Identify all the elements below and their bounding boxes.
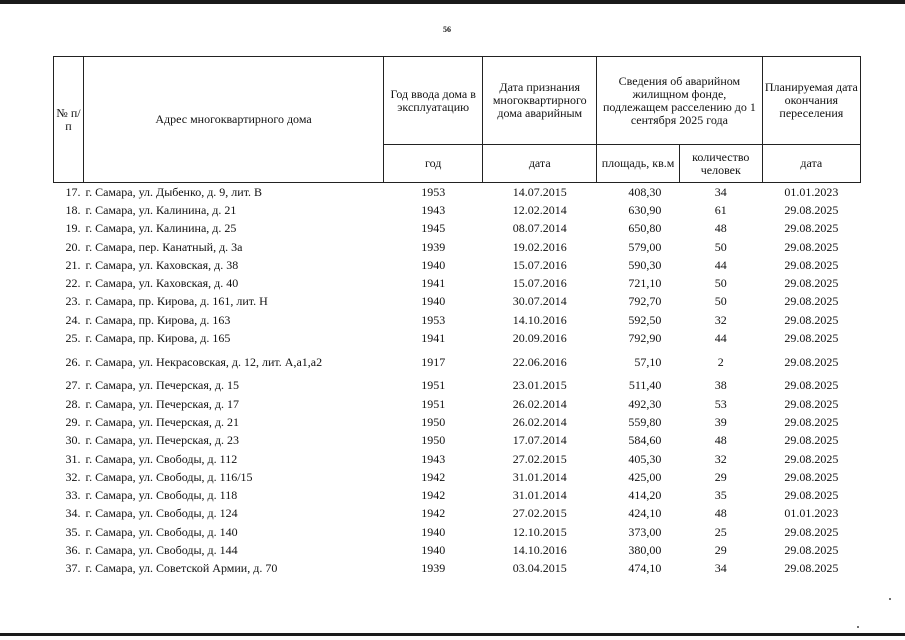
row-address: г. Самара, ул. Калинина, д. 21 bbox=[85, 202, 237, 217]
row-end-date: 29.08.2025 bbox=[784, 202, 839, 217]
row-year: 1940 bbox=[421, 542, 446, 557]
row-number: 20. bbox=[65, 239, 81, 254]
table-header bbox=[54, 57, 861, 183]
header-planned-end: Планируемая дата окончания переселения bbox=[762, 57, 860, 145]
row-end-date: 29.08.2025 bbox=[784, 294, 839, 309]
row-year: 1953 bbox=[421, 184, 446, 199]
resettlement-table bbox=[53, 56, 861, 578]
row-emergency-date: 30.07.2014 bbox=[512, 294, 567, 309]
row-year: 1940 bbox=[421, 524, 446, 539]
row-end-date: 29.08.2025 bbox=[784, 354, 839, 369]
row-people: 2 bbox=[717, 354, 724, 369]
row-people: 32 bbox=[714, 451, 727, 466]
row-people: 53 bbox=[714, 396, 727, 411]
row-people: 29 bbox=[714, 469, 727, 484]
row-area: 792,70 bbox=[628, 294, 662, 309]
table-row bbox=[54, 505, 861, 523]
row-people: 32 bbox=[714, 312, 727, 327]
row-area: 650,80 bbox=[628, 221, 662, 236]
row-number: 21. bbox=[65, 257, 81, 272]
row-people: 25 bbox=[714, 524, 727, 539]
header-address: Адрес многоквартирного дома bbox=[84, 57, 384, 183]
row-end-date: 29.08.2025 bbox=[784, 414, 839, 429]
row-end-date: 29.08.2025 bbox=[784, 488, 839, 503]
row-end-date: 29.08.2025 bbox=[784, 524, 839, 539]
row-address: г. Самара, пер. Канатный, д. 3а bbox=[85, 239, 243, 254]
row-area: 414,20 bbox=[628, 488, 662, 503]
row-year: 1951 bbox=[421, 396, 446, 411]
row-year: 1941 bbox=[421, 276, 446, 291]
row-people: 35 bbox=[714, 488, 727, 503]
row-number: 18. bbox=[65, 202, 81, 217]
row-year: 1951 bbox=[421, 378, 446, 393]
row-area: 511,40 bbox=[628, 378, 662, 393]
row-address: г. Самара, ул. Каховская, д. 38 bbox=[85, 257, 239, 272]
row-people: 34 bbox=[714, 561, 727, 576]
row-emergency-date: 14.10.2016 bbox=[512, 542, 567, 557]
row-emergency-date: 14.10.2016 bbox=[512, 312, 567, 327]
row-area: 590,30 bbox=[628, 257, 662, 272]
scan-speck bbox=[889, 598, 891, 600]
row-address: г. Самара, ул. Свободы, д. 124 bbox=[85, 506, 238, 521]
row-emergency-date: 20.09.2016 bbox=[512, 331, 567, 346]
row-end-date: 29.08.2025 bbox=[784, 396, 839, 411]
subheader-end-date: дата bbox=[762, 145, 860, 183]
row-number: 34. bbox=[65, 506, 81, 521]
row-people: 39 bbox=[714, 414, 727, 429]
row-number: 30. bbox=[65, 433, 81, 448]
row-number: 23. bbox=[65, 294, 81, 309]
row-emergency-date: 03.04.2015 bbox=[512, 561, 567, 576]
row-year: 1942 bbox=[421, 488, 446, 503]
row-people: 50 bbox=[714, 239, 727, 254]
table-row bbox=[54, 377, 861, 395]
row-address: г. Самара, ул. Некрасовская, д. 12, лит. А,а1,а2 bbox=[85, 354, 323, 369]
row-end-date: 29.08.2025 bbox=[784, 312, 839, 327]
row-address: г. Самара, ул. Советской Армии, д. 70 bbox=[85, 561, 278, 576]
row-emergency-date: 15.07.2016 bbox=[512, 276, 567, 291]
row-address: г. Самара, ул. Печерская, д. 15 bbox=[85, 378, 240, 393]
row-end-date: 29.08.2025 bbox=[784, 378, 839, 393]
table-row bbox=[54, 220, 861, 238]
row-emergency-date: 12.10.2015 bbox=[512, 524, 567, 539]
row-year: 1917 bbox=[421, 354, 446, 369]
row-address: г. Самара, ул. Печерская, д. 23 bbox=[85, 433, 240, 448]
table-row bbox=[54, 432, 861, 450]
row-people: 48 bbox=[714, 221, 727, 236]
header-year: Год ввода дома в эксплуатацию bbox=[384, 57, 483, 145]
table-row bbox=[54, 238, 861, 256]
row-emergency-date: 14.07.2015 bbox=[512, 184, 567, 199]
page-number: 56 bbox=[443, 25, 451, 34]
row-address: г. Самара, ул. Свободы, д. 116/15 bbox=[85, 469, 253, 484]
row-emergency-date: 19.02.2016 bbox=[512, 239, 567, 254]
row-end-date: 01.01.2023 bbox=[784, 506, 839, 521]
row-end-date: 29.08.2025 bbox=[784, 221, 839, 236]
header-emergency-date: Дата признания многоквартирного дома аварийным bbox=[483, 57, 597, 145]
row-area: 721,10 bbox=[628, 276, 662, 291]
row-end-date: 29.08.2025 bbox=[784, 239, 839, 254]
bottom-scan-border bbox=[0, 633, 905, 636]
row-emergency-date: 15.07.2016 bbox=[512, 257, 567, 272]
row-number: 28. bbox=[65, 396, 81, 411]
row-area: 405,30 bbox=[628, 451, 662, 466]
table-row bbox=[54, 541, 861, 559]
table-row bbox=[54, 395, 861, 413]
row-address: г. Самара, пр. Кирова, д. 161, лит. Н bbox=[85, 294, 268, 309]
row-year: 1945 bbox=[421, 221, 446, 236]
table-body bbox=[54, 183, 861, 578]
row-people: 50 bbox=[714, 276, 727, 291]
top-scan-border bbox=[0, 0, 905, 4]
subheader-people: количество человек bbox=[679, 145, 762, 183]
row-address: г. Самара, ул. Свободы, д. 112 bbox=[85, 451, 238, 466]
row-emergency-date: 17.07.2014 bbox=[512, 433, 567, 448]
row-area: 492,30 bbox=[628, 396, 662, 411]
row-number: 32. bbox=[65, 469, 81, 484]
row-end-date: 29.08.2025 bbox=[784, 469, 839, 484]
header-num: № п/п bbox=[54, 57, 84, 183]
row-emergency-date: 27.02.2015 bbox=[512, 451, 567, 466]
table-row bbox=[54, 256, 861, 274]
row-number: 27. bbox=[65, 378, 81, 393]
row-number: 35. bbox=[65, 524, 81, 539]
row-end-date: 29.08.2025 bbox=[784, 561, 839, 576]
row-year: 1950 bbox=[421, 414, 446, 429]
row-year: 1939 bbox=[421, 239, 446, 254]
row-area: 792,90 bbox=[628, 331, 662, 346]
row-people: 34 bbox=[714, 184, 727, 199]
table-row bbox=[54, 523, 861, 541]
row-year: 1939 bbox=[421, 561, 446, 576]
row-area: 380,00 bbox=[628, 542, 662, 557]
table-row bbox=[54, 183, 861, 202]
row-address: г. Самара, ул. Свободы, д. 140 bbox=[85, 524, 238, 539]
row-number: 31. bbox=[65, 451, 81, 466]
table-row bbox=[54, 468, 861, 486]
row-area: 373,00 bbox=[628, 524, 662, 539]
row-end-date: 01.01.2023 bbox=[784, 184, 839, 199]
row-year: 1942 bbox=[421, 506, 446, 521]
row-area: 630,90 bbox=[628, 202, 662, 217]
row-number: 37. bbox=[65, 561, 81, 576]
row-year: 1941 bbox=[421, 331, 446, 346]
row-number: 19. bbox=[65, 221, 81, 236]
row-address: г. Самара, ул. Печерская, д. 21 bbox=[85, 414, 240, 429]
row-emergency-date: 22.06.2016 bbox=[512, 354, 567, 369]
row-end-date: 29.08.2025 bbox=[784, 451, 839, 466]
row-address: г. Самара, ул. Калинина, д. 25 bbox=[85, 221, 237, 236]
row-end-date: 29.08.2025 bbox=[784, 433, 839, 448]
table-row bbox=[54, 450, 861, 468]
row-year: 1940 bbox=[421, 294, 446, 309]
row-area: 425,00 bbox=[628, 469, 662, 484]
table-row bbox=[54, 486, 861, 504]
row-number: 17. bbox=[65, 184, 81, 199]
row-emergency-date: 31.01.2014 bbox=[512, 469, 567, 484]
row-people: 38 bbox=[714, 378, 727, 393]
row-year: 1950 bbox=[421, 433, 446, 448]
row-address: г. Самара, пр. Кирова, д. 165 bbox=[85, 331, 231, 346]
header-fund-info: Сведения об аварийном жилищном фонде, подлежащем расселению до 1 сентября 2025 года bbox=[597, 57, 763, 145]
row-area: 559,80 bbox=[628, 414, 662, 429]
row-number: 36. bbox=[65, 542, 81, 557]
row-people: 29 bbox=[714, 542, 727, 557]
row-people: 61 bbox=[714, 202, 727, 217]
row-address: г. Самара, ул. Каховская, д. 40 bbox=[85, 276, 239, 291]
row-year: 1942 bbox=[421, 469, 446, 484]
table-row bbox=[54, 413, 861, 431]
row-address: г. Самара, ул. Дыбенко, д. 9, лит. В bbox=[85, 184, 263, 199]
row-area: 424,10 bbox=[628, 506, 662, 521]
row-year: 1943 bbox=[421, 202, 446, 217]
row-year: 1953 bbox=[421, 312, 446, 327]
table-row bbox=[54, 311, 861, 329]
row-emergency-date: 26.02.2014 bbox=[512, 414, 567, 429]
row-number: 29. bbox=[65, 414, 81, 429]
row-emergency-date: 23.01.2015 bbox=[512, 378, 567, 393]
row-people: 48 bbox=[714, 433, 727, 448]
row-address: г. Самара, пр. Кирова, д. 163 bbox=[85, 312, 231, 327]
row-end-date: 29.08.2025 bbox=[784, 542, 839, 557]
row-people: 48 bbox=[714, 506, 727, 521]
row-area: 579,00 bbox=[628, 239, 662, 254]
row-end-date: 29.08.2025 bbox=[784, 257, 839, 272]
row-emergency-date: 31.01.2014 bbox=[512, 488, 567, 503]
row-area: 474,10 bbox=[628, 561, 662, 576]
table-row bbox=[54, 329, 861, 347]
row-number: 22. bbox=[65, 276, 81, 291]
row-year: 1943 bbox=[421, 451, 446, 466]
row-number: 26. bbox=[65, 354, 81, 369]
row-emergency-date: 26.02.2014 bbox=[512, 396, 567, 411]
row-area: 408,30 bbox=[628, 184, 662, 199]
row-address: г. Самара, ул. Свободы, д. 144 bbox=[85, 542, 238, 557]
row-people: 44 bbox=[714, 257, 727, 272]
row-emergency-date: 27.02.2015 bbox=[512, 506, 567, 521]
row-year: 1940 bbox=[421, 257, 446, 272]
row-address: г. Самара, ул. Свободы, д. 118 bbox=[85, 488, 238, 503]
row-number: 25. bbox=[65, 331, 81, 346]
row-end-date: 29.08.2025 bbox=[784, 276, 839, 291]
row-area: 57,10 bbox=[634, 354, 662, 369]
row-area: 592,50 bbox=[628, 312, 662, 327]
table-row bbox=[54, 201, 861, 219]
subheader-year: год bbox=[384, 145, 483, 183]
subheader-date: дата bbox=[483, 145, 597, 183]
row-number: 24. bbox=[65, 312, 81, 327]
table-row bbox=[54, 348, 861, 377]
table-row bbox=[54, 293, 861, 311]
row-people: 44 bbox=[714, 331, 727, 346]
row-emergency-date: 12.02.2014 bbox=[512, 202, 567, 217]
row-number: 33. bbox=[65, 488, 81, 503]
row-people: 50 bbox=[714, 294, 727, 309]
table-row bbox=[54, 560, 861, 578]
row-emergency-date: 08.07.2014 bbox=[512, 221, 567, 236]
row-area: 584,60 bbox=[628, 433, 662, 448]
table-row bbox=[54, 274, 861, 292]
scan-speck bbox=[857, 626, 859, 628]
subheader-area: площадь, кв.м bbox=[597, 145, 680, 183]
row-address: г. Самара, ул. Печерская, д. 17 bbox=[85, 396, 240, 411]
row-end-date: 29.08.2025 bbox=[784, 331, 839, 346]
